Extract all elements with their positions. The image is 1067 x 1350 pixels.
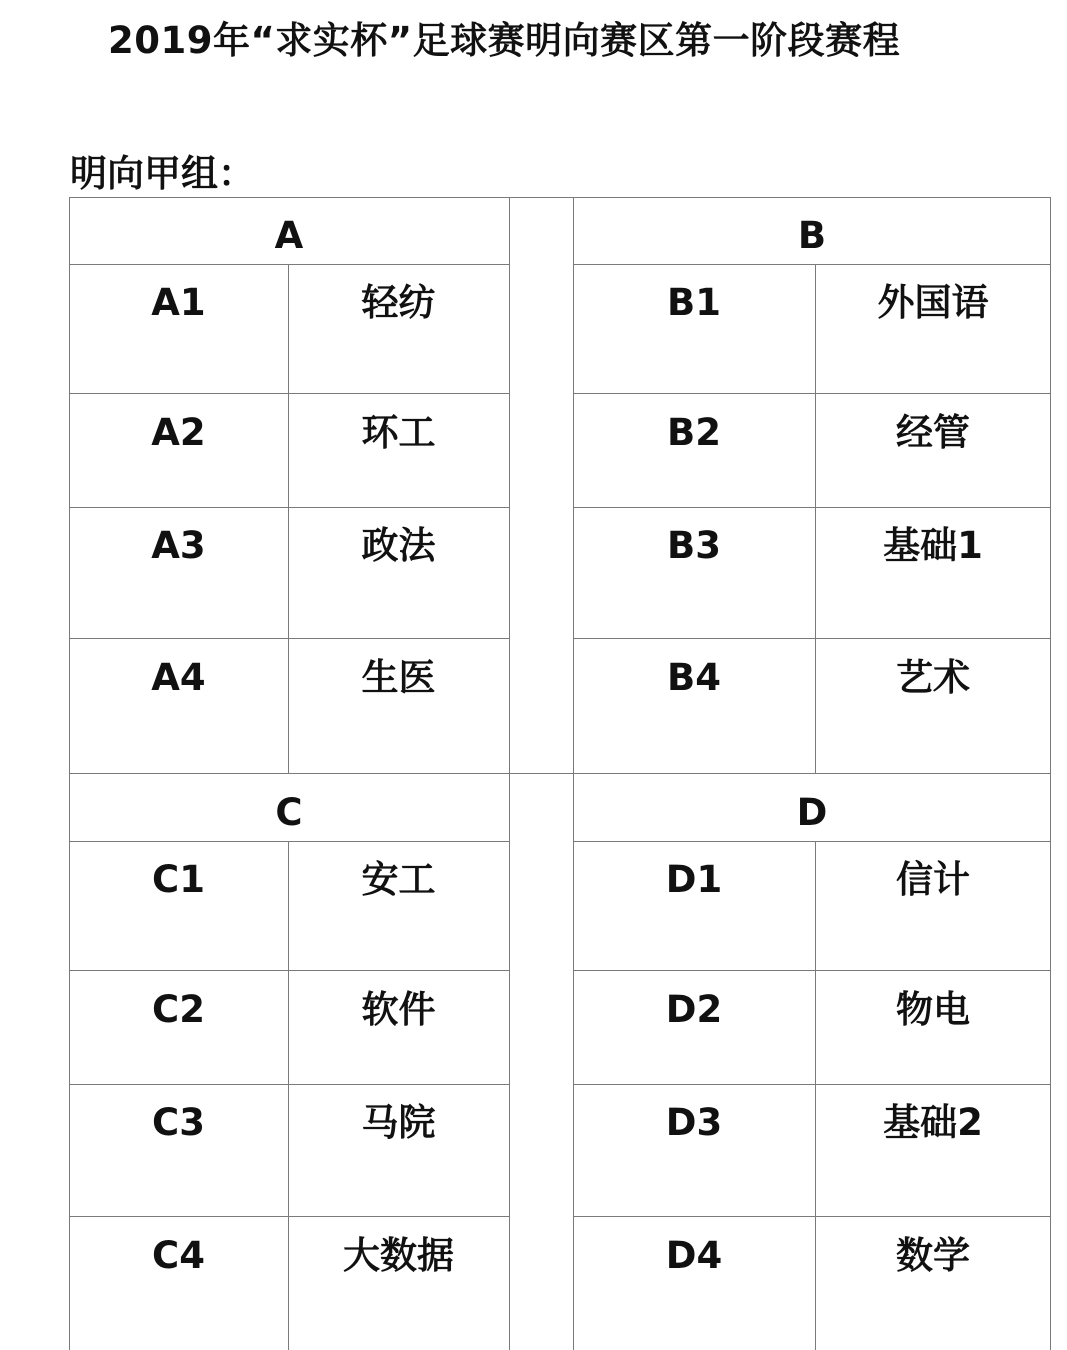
table-rule: [573, 1084, 1051, 1085]
table-rule: [573, 393, 1051, 394]
team-name: 数学: [896, 1234, 970, 1277]
section-heading: 明向甲组：: [70, 152, 255, 195]
table-rule: [573, 841, 1051, 842]
team-name: 信计: [896, 858, 970, 901]
group-header-b: B: [797, 214, 827, 257]
table-rule: [69, 264, 509, 265]
table-rule: [573, 264, 1051, 265]
team-code: D3: [665, 1101, 723, 1144]
table-rule: [69, 1216, 509, 1217]
table-rule: [509, 197, 510, 1350]
team-name: 安工: [361, 858, 436, 901]
team-name: 基础2: [883, 1101, 983, 1144]
table-rule: [573, 638, 1051, 639]
table-rule: [573, 197, 574, 1350]
table-rule: [69, 970, 509, 971]
team-code: A4: [151, 656, 206, 699]
team-name: 马院: [361, 1101, 436, 1144]
page-title: 2019年“求实杯”足球赛明向赛区第一阶段赛程: [108, 19, 901, 62]
team-code: B1: [667, 281, 721, 324]
table-rule: [69, 638, 509, 639]
team-name: 轻纺: [361, 281, 436, 324]
table-rule: [69, 197, 1051, 198]
team-name: 环工: [361, 411, 436, 454]
team-code: B3: [667, 524, 721, 567]
team-code: D1: [665, 858, 723, 901]
team-code: D2: [665, 988, 723, 1031]
team-code: C1: [152, 858, 205, 901]
table-rule: [573, 1216, 1051, 1217]
team-name: 生医: [361, 656, 436, 699]
group-header-c: C: [275, 791, 303, 834]
table-rule: [69, 393, 509, 394]
table-rule: [1050, 197, 1051, 1350]
table-rule: [69, 1084, 509, 1085]
team-code: C3: [152, 1101, 205, 1144]
table-rule: [69, 773, 1051, 774]
team-code: A2: [151, 411, 206, 454]
table-rule: [573, 970, 1051, 971]
team-code: B4: [667, 656, 721, 699]
team-name: 外国语: [877, 281, 989, 324]
table-rule: [573, 507, 1051, 508]
team-name: 艺术: [896, 656, 970, 699]
table-rule: [69, 507, 509, 508]
team-code: A3: [151, 524, 206, 567]
table-rule: [69, 841, 509, 842]
table-rule: [69, 197, 70, 1350]
team-name: 大数据: [343, 1234, 454, 1277]
team-name: 政法: [361, 524, 436, 567]
team-code: B2: [667, 411, 721, 454]
team-code: D4: [665, 1234, 723, 1277]
group-header-d: D: [796, 791, 828, 834]
team-code: A1: [151, 281, 206, 324]
team-name: 物电: [896, 988, 970, 1031]
team-code: C2: [152, 988, 205, 1031]
team-name: 基础1: [883, 524, 983, 567]
team-name: 经管: [896, 411, 970, 454]
group-header-a: A: [274, 214, 304, 257]
team-name: 软件: [361, 988, 436, 1031]
team-code: C4: [152, 1234, 205, 1277]
